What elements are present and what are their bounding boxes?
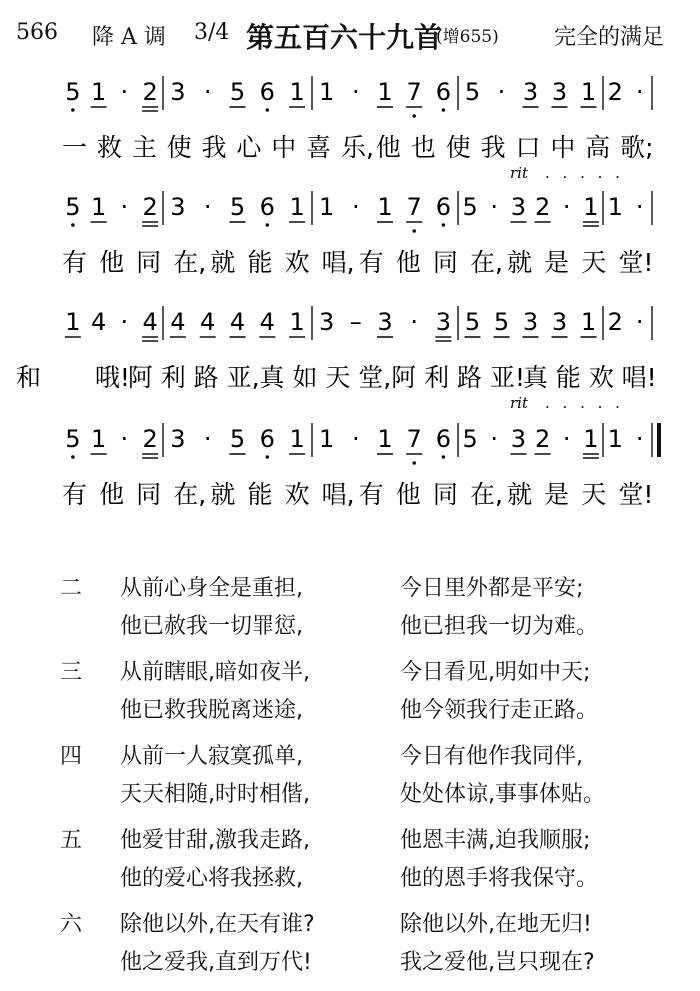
verse-number: 二: [60, 576, 83, 601]
lyric-syllable: 在,: [469, 480, 503, 509]
rit-dots: . . . . .: [545, 164, 624, 182]
lyric-syllable: 真: [522, 363, 548, 392]
lyric-syllable: 他: [99, 480, 125, 509]
verse-line: 我之爱他,岂只现在?: [400, 950, 595, 975]
low-octave-dot: [442, 455, 446, 459]
note-digit: 5: [462, 425, 478, 453]
note-digit: ·: [635, 308, 644, 336]
verse-line: 他已赦我一切罪愆,: [120, 614, 303, 639]
key-signature: 降 A 调: [92, 25, 166, 50]
note-digit: 4: [200, 308, 216, 336]
lyric-syllable: 利: [160, 363, 186, 392]
note-digit: 3: [170, 425, 186, 453]
low-octave-dot: [71, 455, 75, 459]
note-digit: ·: [120, 425, 129, 453]
lyric-syllable: 喜: [306, 133, 332, 162]
note-digit: 1: [289, 308, 305, 336]
note-digit: 6: [435, 193, 452, 221]
verse-line: 他之爱我,直到万代!: [120, 950, 312, 975]
verse-line: 今日看见,明如中天;: [400, 660, 591, 685]
low-octave-dot: [412, 114, 416, 118]
note-digit: 1: [90, 78, 107, 106]
lyric-syllable: 他: [99, 248, 125, 277]
lyric-syllable: 歌;: [620, 133, 654, 162]
lyric-syllable: 路: [193, 363, 219, 392]
lyric-syllable: 亚,: [226, 363, 260, 392]
note-digit: ·: [351, 193, 360, 221]
verse-line: 他已担我一切为难。: [400, 614, 599, 639]
note-digit: 6: [259, 78, 275, 106]
verse-line: 他的恩手将我保守。: [400, 866, 599, 891]
low-octave-dot: [442, 108, 446, 112]
note-digit: 1: [580, 78, 597, 106]
lyric-syllable: 真: [259, 363, 285, 392]
lyric-syllable: 利: [424, 363, 450, 392]
note-digit: 5: [229, 425, 246, 453]
lyric-syllable: 是: [544, 248, 570, 277]
time-signature: 3/4: [194, 20, 230, 45]
note-digit: 1: [90, 193, 107, 221]
lyric-syllable: 救: [96, 133, 122, 162]
lyric-syllable: 口: [515, 133, 541, 162]
note-digit: 2: [607, 78, 623, 106]
lyric-syllable: 亚!: [489, 363, 526, 392]
note-digit: 1: [583, 193, 599, 221]
verse-line: 处处体谅,事事体贴。: [400, 782, 605, 807]
note-digit: 5: [65, 425, 81, 453]
verse-number: 四: [60, 744, 83, 769]
verse-number: 六: [60, 912, 83, 937]
verse: [60, 817, 680, 901]
note-digit: ·: [351, 425, 360, 453]
note-digit: 3: [522, 308, 539, 336]
verse: [60, 649, 680, 733]
lyric-syllable: 就: [210, 248, 236, 277]
lyric-syllable: 如: [292, 363, 318, 392]
note-digit: ·: [203, 78, 212, 106]
note-digit: 6: [259, 425, 275, 453]
lyric-syllable: 欢: [284, 248, 310, 277]
verse: [60, 901, 680, 985]
lyric-syllable: 天: [581, 480, 607, 509]
lyric-syllable: 唱,: [321, 480, 355, 509]
lyric-syllable: 使: [445, 133, 471, 162]
note-digit: 3: [170, 78, 186, 106]
verse-line: 天天相随,时时相偕,: [120, 782, 310, 807]
note-digit: 3: [510, 193, 527, 221]
lyric-syllable: 有: [358, 248, 384, 277]
low-octave-dot: [266, 455, 270, 459]
note-digit: 3: [551, 308, 568, 336]
low-octave-dot: [71, 108, 75, 112]
verse-line: 他恩丰满,迫我顺服;: [400, 828, 591, 853]
note-digit: 1: [90, 425, 107, 453]
note-digit: 1: [289, 425, 305, 453]
lyric-syllable: 能: [247, 248, 273, 277]
rit-marking: rit: [510, 394, 528, 412]
note-digit: 1: [318, 193, 335, 221]
rit-dots: . . . . .: [545, 394, 624, 412]
verse-line: 除他以外,在地无归!: [400, 912, 592, 937]
note-digit: ·: [562, 193, 571, 221]
lyric-syllable: 堂!: [618, 480, 654, 509]
note-digit: 1: [289, 193, 305, 221]
verse-line: 从前一人寂寞孤单,: [120, 744, 303, 769]
verse-line: 今日里外都是平安;: [400, 576, 584, 601]
note-digit: ·: [635, 78, 644, 106]
lyric-syllable: 就: [507, 248, 533, 277]
lyric-syllable: 能: [247, 480, 273, 509]
verse-line: 从前瞎眼,暗如夜半,: [120, 660, 310, 685]
lyric-syllable: 同: [136, 248, 162, 277]
note-digit: ·: [203, 193, 212, 221]
lyric-syllable: 天: [581, 248, 607, 277]
lyric-syllable: 他: [395, 248, 421, 277]
hymn-title: 第五百六十九首: [246, 21, 443, 54]
note-digit: 1: [607, 425, 623, 453]
lyric-syllable: 也: [410, 133, 436, 162]
note-digit: 1: [318, 425, 335, 453]
note-digit: 7: [406, 78, 422, 106]
verse-line: 他今领我行走正路。: [400, 698, 599, 723]
low-octave-dot: [266, 223, 270, 227]
lyric-syllable: 他: [395, 480, 421, 509]
note-digit: 4: [90, 308, 107, 336]
note-digit: 5: [462, 193, 478, 221]
lyric-syllable: 他: [375, 133, 401, 162]
note-digit: ·: [120, 78, 129, 106]
note-digit: 6: [435, 78, 452, 106]
verses: [60, 565, 680, 985]
note-digit: ·: [490, 193, 499, 221]
note-digit: 3: [318, 308, 335, 336]
lyric-syllable: 高: [585, 133, 611, 162]
note-digit: ·: [410, 308, 419, 336]
lyric-syllable: 堂!: [618, 248, 654, 277]
lyric-syllable: 有: [358, 480, 384, 509]
note-digit: 5: [65, 193, 81, 221]
lyric-syllable: 有: [62, 480, 88, 509]
note-digit: ·: [203, 425, 212, 453]
lyric-syllable: 能: [555, 363, 581, 392]
low-octave-dot: [412, 461, 416, 465]
verse-line: 他已救我脱离迷途,: [120, 698, 303, 723]
note-digit: 5: [493, 308, 510, 336]
note-digit: 1: [580, 308, 597, 336]
lyric-syllable: 就: [210, 480, 236, 509]
lyric-syllable: 一: [62, 133, 88, 162]
alt-number: (增655): [436, 27, 499, 47]
verse-line: 他爱甘甜,激我走路,: [120, 828, 310, 853]
low-octave-dot: [412, 229, 416, 233]
note-digit: 6: [435, 425, 452, 453]
note-digit: 6: [259, 193, 275, 221]
hymn-subtitle: 完全的满足: [554, 25, 665, 50]
note-digit: 1: [607, 193, 623, 221]
note-digit: 7: [406, 193, 422, 221]
note-digit: 5: [464, 78, 481, 106]
verse: [60, 565, 680, 649]
lyric-syllable: 我: [201, 133, 227, 162]
note-digit: ·: [490, 425, 499, 453]
verse-line: 今日有他作我同伴,: [400, 744, 583, 769]
note-digit: 7: [406, 425, 422, 453]
lyric-syllable: 同: [136, 480, 162, 509]
note-digit: ·: [635, 425, 644, 453]
lyric-syllable: 同: [432, 248, 458, 277]
lyric-syllable: 中: [271, 133, 297, 162]
note-digit: 3: [435, 308, 452, 336]
note-digit: 4: [170, 308, 186, 336]
rit-marking: rit: [510, 164, 528, 182]
note-digit: 1: [377, 425, 393, 453]
note-digit: 2: [142, 78, 158, 106]
lyric-syllable: 中: [550, 133, 576, 162]
verse-line: 除他以外,在天有谁?: [120, 912, 315, 937]
note-digit: ·: [351, 78, 360, 106]
lyric-syllable: 我: [480, 133, 506, 162]
lyric-syllable: 唱!: [621, 363, 657, 392]
lyric-syllable: 在,: [469, 248, 503, 277]
lyric-syllable: 同: [432, 480, 458, 509]
note-digit: 4: [259, 308, 275, 336]
note-digit: ·: [120, 308, 129, 336]
note-digit: 4: [142, 308, 158, 336]
note-digit: ·: [120, 193, 129, 221]
note-digit: ·: [497, 78, 506, 106]
lyric-syllable: 心: [236, 133, 262, 162]
lyric-syllable: 是: [544, 480, 570, 509]
note-digit: 2: [142, 193, 158, 221]
note-digit: 5: [464, 308, 481, 336]
note-digit: 5: [65, 78, 81, 106]
lyric-syllable: 阿: [391, 363, 417, 392]
note-digit: 3: [522, 78, 539, 106]
hymn-number: 566: [16, 20, 58, 45]
note-digit: 3: [510, 425, 527, 453]
lyric-syllable: 和: [16, 363, 42, 392]
verse-number: 三: [60, 660, 83, 685]
lyric-syllable: 阿: [127, 363, 153, 392]
note-digit: 2: [142, 425, 158, 453]
note-digit: 1: [289, 78, 305, 106]
note-digit: 1: [65, 308, 81, 336]
note-digit: 1: [377, 193, 393, 221]
verse-line: 他的爱心将我拯救,: [120, 866, 303, 891]
lyric-syllable: 有: [62, 248, 88, 277]
low-octave-dot: [266, 108, 270, 112]
verse: [60, 733, 680, 817]
lyric-syllable: 路: [457, 363, 483, 392]
note-digit: 3: [551, 78, 568, 106]
note-digit: 5: [229, 193, 246, 221]
verse-number: 五: [60, 828, 83, 853]
lyric-syllable: 主: [131, 133, 157, 162]
note-digit: 2: [607, 308, 623, 336]
lyric-syllable: 乐,: [341, 133, 375, 162]
note-digit: 3: [377, 308, 393, 336]
lyric-syllable: 就: [507, 480, 533, 509]
note-digit: –: [349, 308, 362, 336]
note-digit: ·: [562, 425, 571, 453]
lyric-syllable: 堂,: [358, 363, 392, 392]
note-digit: 2: [534, 425, 551, 453]
lyric-syllable: 使: [166, 133, 192, 162]
note-digit: 1: [318, 78, 335, 106]
verse-line: 从前心身全是重担,: [120, 576, 303, 601]
low-octave-dot: [71, 223, 75, 227]
note-digit: 5: [229, 78, 246, 106]
lyric-syllable: 欢: [284, 480, 310, 509]
note-digit: ·: [635, 193, 644, 221]
note-digit: 4: [229, 308, 246, 336]
lyric-syllable: 欢: [588, 363, 614, 392]
note-digit: 1: [583, 425, 599, 453]
low-octave-dot: [442, 223, 446, 227]
note-digit: 3: [170, 193, 186, 221]
lyric-syllable: 哦!: [94, 363, 130, 392]
lyric-syllable: 天: [325, 363, 351, 392]
lyric-syllable: 唱,: [321, 248, 355, 277]
lyric-syllable: 在,: [173, 248, 207, 277]
note-digit: 2: [534, 193, 551, 221]
lyric-syllable: 在,: [173, 480, 207, 509]
note-digit: 1: [377, 78, 393, 106]
